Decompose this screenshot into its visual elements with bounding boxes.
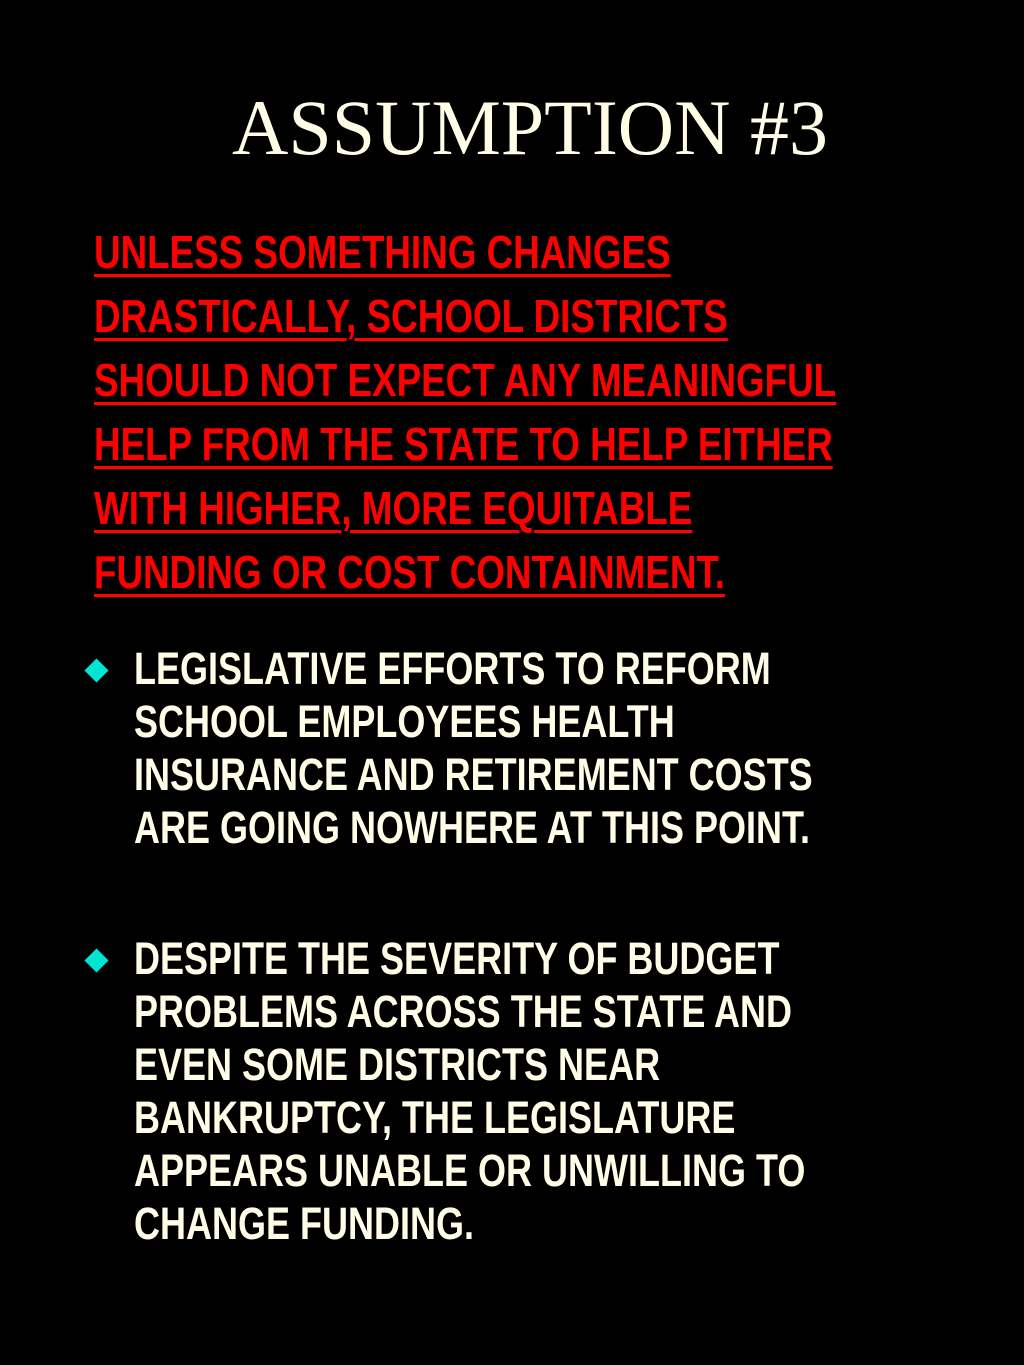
bullet-line: CHANGE FUNDING.: [134, 1198, 474, 1249]
bullet-line: SCHOOL EMPLOYEES HEALTH: [134, 696, 675, 747]
statement-line: WITH HIGHER, MORE EQUITABLE: [94, 482, 693, 534]
bullet-line: APPEARS UNABLE OR UNWILLING TO: [134, 1145, 806, 1196]
bullet-text: [134, 932, 1024, 1250]
bullet-line: LEGISLATIVE EFFORTS TO REFORM: [134, 643, 771, 694]
statement-line: FUNDING OR COST CONTAINMENT.: [94, 546, 726, 598]
bullet-line: BANKRUPTCY, THE LEGISLATURE: [134, 1092, 736, 1143]
slide-title: ASSUMPTION #3: [232, 84, 828, 171]
statement-line: UNLESS SOMETHING CHANGES: [94, 226, 671, 278]
bullet-line: DESPITE THE SEVERITY OF BUDGET: [134, 933, 780, 984]
diamond-icon: [84, 948, 108, 972]
statement-line: SHOULD NOT EXPECT ANY MEANINGFUL: [94, 354, 837, 406]
diamond-icon: [84, 658, 108, 682]
bullet-line: ARE GOING NOWHERE AT THIS POINT.: [134, 802, 811, 853]
bullet-line: PROBLEMS ACROSS THE STATE AND: [134, 986, 793, 1037]
statement-line: HELP FROM THE STATE TO HELP EITHER: [94, 418, 833, 470]
statement-line: DRASTICALLY, SCHOOL DISTRICTS: [94, 290, 728, 342]
bullet-line: EVEN SOME DISTRICTS NEAR: [134, 1039, 661, 1090]
bullet-line: INSURANCE AND RETIREMENT COSTS: [134, 749, 813, 800]
bullet-text: [134, 642, 1024, 854]
